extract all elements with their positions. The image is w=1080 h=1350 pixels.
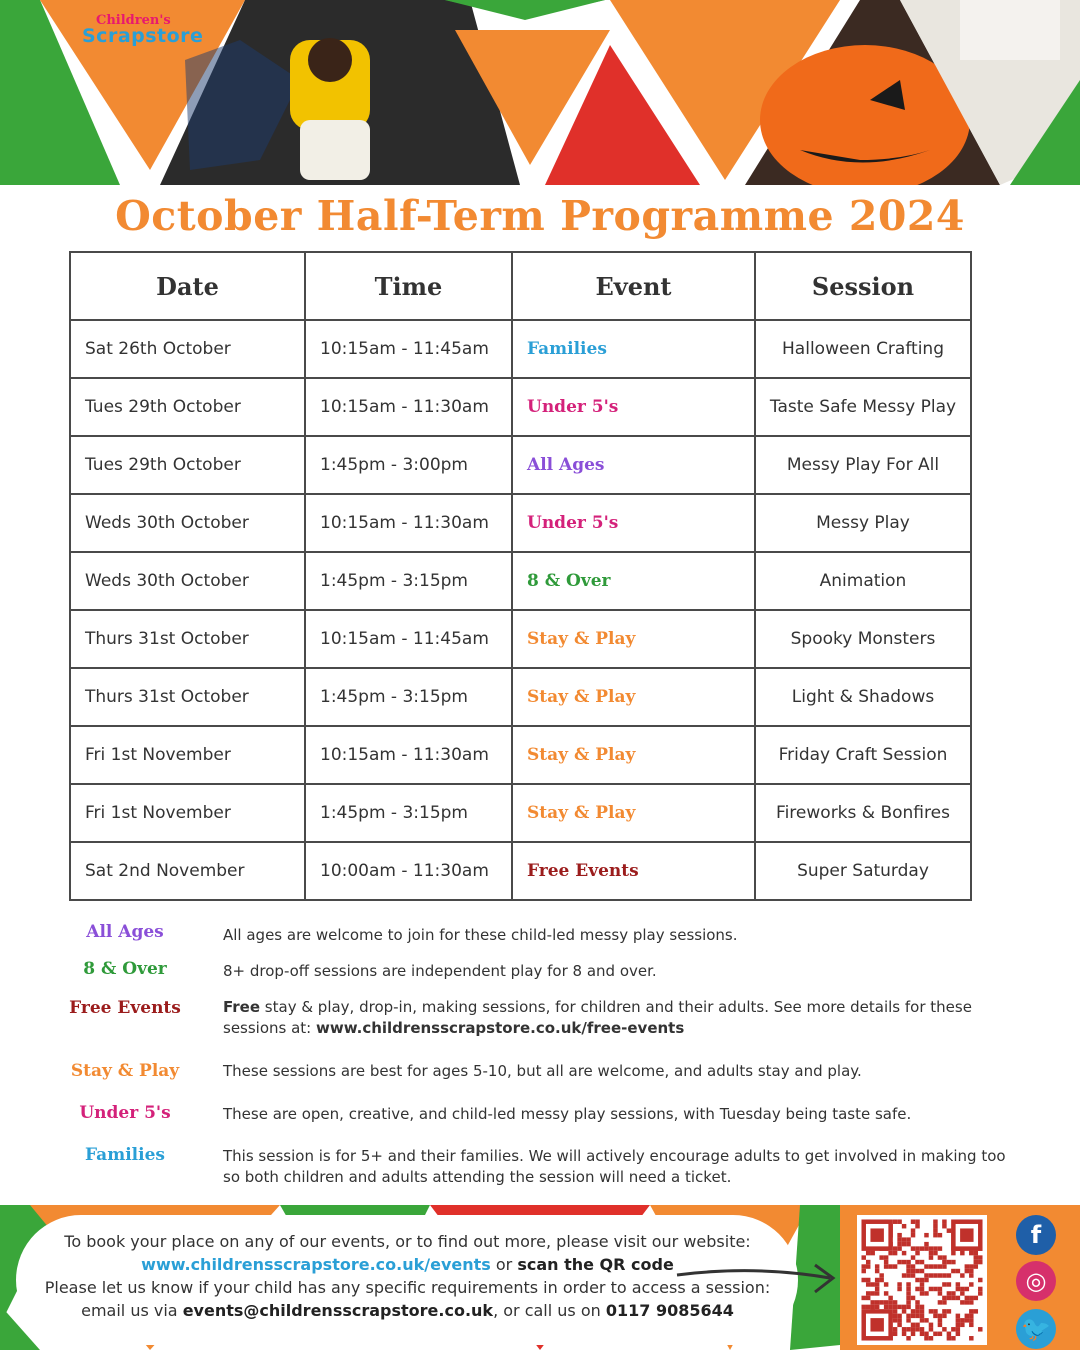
instagram-icon[interactable]: ◎ <box>1016 1261 1056 1301</box>
legend-description <box>223 997 1023 1039</box>
table-row <box>70 842 971 900</box>
row-session: Taste Safe Messy Play <box>755 378 971 436</box>
legend-description <box>223 1104 1023 1125</box>
scan-qr-text: scan the QR code <box>517 1255 674 1274</box>
footer <box>0 1205 1080 1350</box>
row-date: Sat 26th October <box>70 320 305 378</box>
row-time: 1:45pm - 3:00pm <box>305 436 512 494</box>
row-time: 1:45pm - 3:15pm <box>305 784 512 842</box>
row-session: Fireworks & Bonfires <box>755 784 971 842</box>
row-session: Halloween Crafting <box>755 320 971 378</box>
row-date: Tues 29th October <box>70 378 305 436</box>
header-time: Time <box>305 252 512 320</box>
table-row <box>70 784 971 842</box>
table-row <box>70 668 971 726</box>
row-event: Under 5's <box>512 378 755 436</box>
row-event: Under 5's <box>512 494 755 552</box>
legend-text: All ages are welcome to join for these child-led messy play sessions. <box>223 926 738 944</box>
logo-line2: Scrapstore <box>82 25 204 47</box>
row-session: Light & Shadows <box>755 668 971 726</box>
row-event: All Ages <box>512 436 755 494</box>
row-session: Super Saturday <box>755 842 971 900</box>
row-session: Spooky Monsters <box>755 610 971 668</box>
phone-number[interactable]: 0117 9085644 <box>605 1301 734 1320</box>
row-date: Tues 29th October <box>70 436 305 494</box>
row-date: Thurs 31st October <box>70 668 305 726</box>
table-row <box>70 726 971 784</box>
legend-description <box>223 1146 1023 1188</box>
table-row <box>70 378 971 436</box>
row-date: Weds 30th October <box>70 552 305 610</box>
events-website-link[interactable]: www.childrensscrapstore.co.uk/events <box>141 1255 491 1274</box>
header-banner <box>0 0 1080 185</box>
row-time: 1:45pm - 3:15pm <box>305 668 512 726</box>
table-row <box>70 320 971 378</box>
header-date: Date <box>70 252 305 320</box>
legend-text: These sessions are best for ages 5-10, but all are welcome, and adults stay and play. <box>223 1062 862 1080</box>
table-row <box>70 552 971 610</box>
legend-bold-word: Free <box>223 998 261 1016</box>
row-event: Stay & Play <box>512 668 755 726</box>
twitter-icon[interactable]: 🐦 <box>1016 1309 1056 1349</box>
row-time: 10:15am - 11:30am <box>305 378 512 436</box>
header-event: Event <box>512 252 755 320</box>
call-prefix: , or call us on <box>493 1301 606 1320</box>
page-title: October Half-Term Programme 2024 <box>115 192 965 240</box>
legend-text: This session is for 5+ and their families. We will actively encourage adults to get involved in making too so both children and adults attending the session will need a ticket. <box>223 1147 1006 1186</box>
legend-text: These are open, creative, and child-led messy play sessions, with Tuesday being taste safe. <box>223 1105 912 1123</box>
legend-label: Families <box>85 1145 165 1165</box>
legend-label: Free Events <box>69 998 181 1018</box>
table-body <box>70 320 971 900</box>
row-date: Thurs 31st October <box>70 610 305 668</box>
row-time: 10:15am - 11:45am <box>305 320 512 378</box>
legend-description <box>223 961 1023 982</box>
header-session: Session <box>755 252 971 320</box>
legend-description <box>223 925 1023 946</box>
legend-text: stay & play, drop-in, making sessions, for children and their adults. See more details for these sessions at: <box>223 998 972 1037</box>
row-time: 10:15am - 11:30am <box>305 494 512 552</box>
legend-label: 8 & Over <box>83 959 167 979</box>
programme-table <box>69 251 972 901</box>
row-session: Messy Play For All <box>755 436 971 494</box>
email-link[interactable]: events@childrensscrapstore.co.uk <box>182 1301 494 1320</box>
footer-or: or <box>490 1255 518 1274</box>
row-date: Fri 1st November <box>70 784 305 842</box>
row-session: Messy Play <box>755 494 971 552</box>
table-header-row <box>70 252 971 320</box>
row-event: 8 & Over <box>512 552 755 610</box>
legend-label: All Ages <box>86 922 164 942</box>
table-row <box>70 436 971 494</box>
row-event: Free Events <box>512 842 755 900</box>
legend-description <box>223 1061 1023 1082</box>
row-time: 10:15am - 11:30am <box>305 726 512 784</box>
scrapstore-logo <box>82 14 203 46</box>
row-date: Weds 30th October <box>70 494 305 552</box>
row-session: Animation <box>755 552 971 610</box>
row-event: Stay & Play <box>512 784 755 842</box>
row-time: 10:15am - 11:45am <box>305 610 512 668</box>
table-row <box>70 610 971 668</box>
facebook-icon[interactable]: f <box>1016 1215 1056 1255</box>
arrow-icon <box>675 1260 840 1300</box>
footer-line3: Please let us know if your child has any specific requirements in order to access a session: <box>44 1278 771 1297</box>
row-date: Fri 1st November <box>70 726 305 784</box>
free-events-link[interactable]: www.childrensscrapstore.co.uk/free-events <box>316 1019 685 1037</box>
logo-line1: Children's <box>96 13 171 28</box>
email-prefix: email us via <box>81 1301 183 1320</box>
row-time: 10:00am - 11:30am <box>305 842 512 900</box>
qr-code[interactable] <box>857 1215 987 1345</box>
legend-label: Stay & Play <box>70 1061 180 1081</box>
row-event: Stay & Play <box>512 610 755 668</box>
row-event: Families <box>512 320 755 378</box>
row-session: Friday Craft Session <box>755 726 971 784</box>
legend-label: Under 5's <box>79 1103 171 1123</box>
row-date: Sat 2nd November <box>70 842 305 900</box>
table-row <box>70 494 971 552</box>
legend-text: 8+ drop-off sessions are independent play for 8 and over. <box>223 962 657 980</box>
row-time: 1:45pm - 3:15pm <box>305 552 512 610</box>
row-event: Stay & Play <box>512 726 755 784</box>
footer-line1: To book your place on any of our events, or to find out more, please visit our website: <box>64 1232 751 1251</box>
